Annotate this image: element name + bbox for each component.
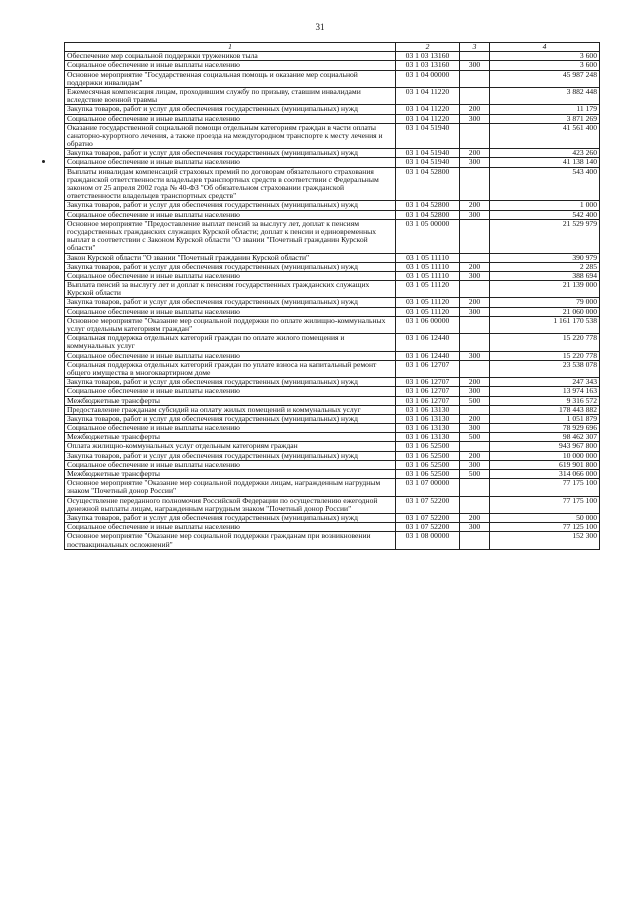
row-sum-cell: 79 000 [490, 298, 600, 307]
row-sum-cell: 543 400 [490, 167, 600, 201]
header-col-1: 1 [65, 43, 396, 52]
row-name-cell: Социальное обеспечение и иные выплаты населению [65, 424, 396, 433]
row-name-cell: Социальное обеспечение и иные выплаты населению [65, 387, 396, 396]
row-code-cell: 03 1 04 11220 [396, 87, 460, 104]
row-name-cell: Закупка товаров, работ и услуг для обеспечения государственных (муниципальных) нужд [65, 298, 396, 307]
row-sum-cell: 152 300 [490, 532, 600, 549]
table-row [65, 396, 600, 405]
row-code-cell: 03 1 03 13160 [396, 52, 460, 61]
row-sum-cell: 9 316 572 [490, 396, 600, 405]
row-type-cell [460, 87, 490, 104]
row-type-cell: 300 [460, 351, 490, 360]
row-type-cell: 200 [460, 298, 490, 307]
header-col-3: 3 [460, 43, 490, 52]
row-sum-cell: 11 179 [490, 105, 600, 114]
row-code-cell: 03 1 05 00000 [396, 219, 460, 253]
row-sum-cell: 3 882 448 [490, 87, 600, 104]
table-row [65, 149, 600, 158]
row-sum-cell: 619 901 800 [490, 460, 600, 469]
row-type-cell: 500 [460, 396, 490, 405]
row-type-cell: 300 [460, 460, 490, 469]
row-type-cell: 300 [460, 114, 490, 123]
table-row [65, 281, 600, 298]
table-row [65, 87, 600, 104]
row-name-cell: Закупка товаров, работ и услуг для обеспечения государственных (муниципальных) нужд [65, 149, 396, 158]
row-sum-cell: 2 285 [490, 262, 600, 271]
row-type-cell [460, 479, 490, 496]
row-type-cell: 300 [460, 158, 490, 167]
row-name-cell: Обеспечение мер социальной поддержки тружеников тыла [65, 52, 396, 61]
row-name-cell: Социальное обеспечение и иные выплаты населению [65, 271, 396, 280]
row-code-cell: 03 1 06 52500 [396, 470, 460, 479]
row-code-cell: 03 1 04 51940 [396, 123, 460, 149]
row-code-cell: 03 1 05 11110 [396, 262, 460, 271]
table-row [65, 114, 600, 123]
row-type-cell: 200 [460, 451, 490, 460]
header-col-2: 2 [396, 43, 460, 52]
row-type-cell [460, 281, 490, 298]
row-code-cell: 03 1 04 52800 [396, 201, 460, 210]
row-type-cell: 500 [460, 433, 490, 442]
row-code-cell: 03 1 05 11110 [396, 271, 460, 280]
row-name-cell: Социальное обеспечение и иные выплаты населению [65, 158, 396, 167]
table-row [65, 105, 600, 114]
row-sum-cell: 247 343 [490, 378, 600, 387]
row-type-cell: 200 [460, 149, 490, 158]
row-code-cell: 03 1 07 52200 [396, 523, 460, 532]
row-code-cell: 03 1 06 52500 [396, 451, 460, 460]
row-name-cell: Закупка товаров, работ и услуг для обеспечения государственных (муниципальных) нужд [65, 262, 396, 271]
row-name-cell: Выплата пенсий за выслугу лет и доплат к пенсиям государственных гражданских служащих Курской области [65, 281, 396, 298]
row-type-cell [460, 442, 490, 451]
row-sum-cell: 390 979 [490, 253, 600, 262]
row-sum-cell: 23 538 078 [490, 360, 600, 377]
row-type-cell: 200 [460, 262, 490, 271]
row-name-cell: Социальное обеспечение и иные выплаты населению [65, 307, 396, 316]
row-code-cell: 03 1 05 11120 [396, 298, 460, 307]
row-sum-cell: 98 462 307 [490, 433, 600, 442]
table-row [65, 451, 600, 460]
table-row [65, 532, 600, 549]
table-row [65, 70, 600, 87]
row-code-cell: 03 1 04 52800 [396, 167, 460, 201]
row-sum-cell: 178 443 882 [490, 405, 600, 414]
row-sum-cell: 1 051 879 [490, 414, 600, 423]
table-row [65, 387, 600, 396]
table-row [65, 52, 600, 61]
row-name-cell: Основное мероприятие "Оказание мер социальной поддержки гражданам при возникновении поствакцинальных осложнений" [65, 532, 396, 549]
row-code-cell: 03 1 06 12440 [396, 334, 460, 351]
row-type-cell: 300 [460, 387, 490, 396]
row-name-cell: Социальное обеспечение и иные выплаты населению [65, 114, 396, 123]
row-type-cell [460, 496, 490, 513]
row-name-cell: Основное мероприятие "Оказание мер социальной поддержки лицам, награжденным нагрудным знаком "Почетный донор России" [65, 479, 396, 496]
table-row [65, 253, 600, 262]
row-type-cell [460, 167, 490, 201]
row-sum-cell: 3 871 269 [490, 114, 600, 123]
row-name-cell: Социальное обеспечение и иные выплаты населению [65, 523, 396, 532]
row-type-cell: 200 [460, 201, 490, 210]
row-name-cell: Предоставление гражданам субсидий на оплату жилых помещений и коммунальных услуг [65, 405, 396, 414]
table-row [65, 414, 600, 423]
row-type-cell: 300 [460, 210, 490, 219]
row-name-cell: Оказание государственной социальной помощи отдельным категориям граждан в части оплаты санаторно-курортного лечения, а также проезда на междугородном транспорте к месту лечения и обратно [65, 123, 396, 149]
table-row [65, 470, 600, 479]
row-code-cell: 03 1 04 00000 [396, 70, 460, 87]
row-name-cell: Основное мероприятие "Оказание мер социальной поддержки по оплате жилищно-коммунальных услуг отдельным категориям граждан" [65, 316, 396, 333]
row-sum-cell: 314 066 000 [490, 470, 600, 479]
row-sum-cell: 423 260 [490, 149, 600, 158]
row-code-cell: 03 1 05 11120 [396, 281, 460, 298]
table-row [65, 158, 600, 167]
row-type-cell [460, 316, 490, 333]
row-name-cell: Оплата жилищно-коммунальных услуг отдельным категориям граждан [65, 442, 396, 451]
row-code-cell: 03 1 06 13130 [396, 424, 460, 433]
row-name-cell: Социальное обеспечение и иные выплаты населению [65, 61, 396, 70]
row-name-cell: Основное мероприятие "Государственная социальная помощь и оказание мер социальной поддержки инвалидам" [65, 70, 396, 87]
row-code-cell: 03 1 06 13130 [396, 414, 460, 423]
row-code-cell: 03 1 06 12707 [396, 378, 460, 387]
row-name-cell: Межбюджетные трансферты [65, 396, 396, 405]
row-type-cell: 200 [460, 513, 490, 522]
table-row [65, 405, 600, 414]
row-sum-cell: 50 000 [490, 513, 600, 522]
table-row [65, 351, 600, 360]
row-name-cell: Закупка товаров, работ и услуг для обеспечения государственных (муниципальных) нужд [65, 414, 396, 423]
row-code-cell: 03 1 04 11220 [396, 105, 460, 114]
table-row [65, 378, 600, 387]
row-code-cell: 03 1 06 12707 [396, 387, 460, 396]
table-row [65, 210, 600, 219]
row-name-cell: Основное мероприятие "Предоставление выплат пенсий за выслугу лет, доплат к пенсиям государственных гражданских служащих Курской области; доплат к пенсии и единовременных выплат в соответствии с Законом Курской области "О звании "Почетный гражданин Курской области" [65, 219, 396, 253]
row-name-cell: Социальное обеспечение и иные выплаты населению [65, 210, 396, 219]
row-type-cell [460, 70, 490, 87]
table-row [65, 167, 600, 201]
row-type-cell: 300 [460, 307, 490, 316]
row-type-cell: 300 [460, 523, 490, 532]
row-name-cell: Закупка товаров, работ и услуг для обеспечения государственных (муниципальных) нужд [65, 378, 396, 387]
row-sum-cell: 3 600 [490, 52, 600, 61]
table-row [65, 123, 600, 149]
row-code-cell: 03 1 04 51940 [396, 158, 460, 167]
row-code-cell: 03 1 06 12707 [396, 396, 460, 405]
budget-table [64, 42, 600, 550]
row-code-cell: 03 1 03 13160 [396, 61, 460, 70]
row-sum-cell: 45 987 248 [490, 70, 600, 87]
row-type-cell [460, 532, 490, 549]
table-row [65, 262, 600, 271]
row-name-cell: Закупка товаров, работ и услуг для обеспечения государственных (муниципальных) нужд [65, 451, 396, 460]
row-code-cell: 03 1 06 12440 [396, 351, 460, 360]
row-name-cell: Ежемесячная компенсация лицам, проходившим службу по призыву, ставшим инвалидами вследствие военной травмы [65, 87, 396, 104]
row-code-cell: 03 1 07 52200 [396, 496, 460, 513]
row-code-cell: 03 1 06 52500 [396, 442, 460, 451]
row-name-cell: Осуществление переданного полномочия Российской Федерации по осуществлению ежегодной денежной выплаты лицам, награжденным нагрудным знаком "Почетный донор России" [65, 496, 396, 513]
row-code-cell: 03 1 04 11220 [396, 114, 460, 123]
row-code-cell: 03 1 06 12707 [396, 360, 460, 377]
row-type-cell [460, 253, 490, 262]
table-row [65, 334, 600, 351]
row-code-cell: 03 1 06 52500 [396, 460, 460, 469]
table-row [65, 433, 600, 442]
table-row [65, 298, 600, 307]
row-name-cell: Закупка товаров, работ и услуг для обеспечения государственных (муниципальных) нужд [65, 201, 396, 210]
row-type-cell [460, 123, 490, 149]
table-row [65, 201, 600, 210]
row-sum-cell: 15 220 778 [490, 334, 600, 351]
row-code-cell: 03 1 06 00000 [396, 316, 460, 333]
table-row [65, 360, 600, 377]
row-sum-cell: 41 561 400 [490, 123, 600, 149]
row-type-cell [460, 219, 490, 253]
row-sum-cell: 21 060 000 [490, 307, 600, 316]
header-col-4: 4 [490, 43, 600, 52]
table-row [65, 424, 600, 433]
table-row [65, 61, 600, 70]
table-row [65, 316, 600, 333]
row-sum-cell: 78 929 696 [490, 424, 600, 433]
row-code-cell: 03 1 06 13130 [396, 433, 460, 442]
row-name-cell: Межбюджетные трансферты [65, 433, 396, 442]
table-body [65, 52, 600, 550]
row-sum-cell: 1 161 170 538 [490, 316, 600, 333]
row-type-cell: 300 [460, 271, 490, 280]
row-sum-cell: 41 138 140 [490, 158, 600, 167]
table-row [65, 460, 600, 469]
row-code-cell: 03 1 06 13130 [396, 405, 460, 414]
row-name-cell: Социальная поддержка отдельных категорий граждан по оплате жилого помещения и коммунальных услуг [65, 334, 396, 351]
row-name-cell: Межбюджетные трансферты [65, 470, 396, 479]
row-sum-cell: 13 974 163 [490, 387, 600, 396]
row-name-cell: Закупка товаров, работ и услуг для обеспечения государственных (муниципальных) нужд [65, 513, 396, 522]
row-sum-cell: 21 529 979 [490, 219, 600, 253]
row-sum-cell: 77 175 100 [490, 496, 600, 513]
row-type-cell: 300 [460, 424, 490, 433]
row-type-cell: 500 [460, 470, 490, 479]
row-type-cell: 200 [460, 105, 490, 114]
row-sum-cell: 15 220 778 [490, 351, 600, 360]
row-type-cell [460, 52, 490, 61]
row-sum-cell: 388 694 [490, 271, 600, 280]
table-row [65, 219, 600, 253]
row-sum-cell: 77 175 100 [490, 479, 600, 496]
row-sum-cell: 542 400 [490, 210, 600, 219]
table-row [65, 496, 600, 513]
row-name-cell: Выплаты инвалидам компенсаций страховых премий по договорам обязательного страхования гражданской ответственности владельцев транспортных средств в соответствии с Федеральным законом от 25 апреля 2002 года № 40-ФЗ "Об обязательном страховании гражданской ответственности владельцев транспортных средств" [65, 167, 396, 201]
table-row [65, 307, 600, 316]
row-name-cell: Закупка товаров, работ и услуг для обеспечения государственных (муниципальных) нужд [65, 105, 396, 114]
row-code-cell: 03 1 07 00000 [396, 479, 460, 496]
row-type-cell [460, 405, 490, 414]
row-type-cell [460, 360, 490, 377]
row-code-cell: 03 1 05 11110 [396, 253, 460, 262]
table-row [65, 271, 600, 280]
row-code-cell: 03 1 05 11120 [396, 307, 460, 316]
row-code-cell: 03 1 04 52800 [396, 210, 460, 219]
row-sum-cell: 1 000 [490, 201, 600, 210]
row-code-cell: 03 1 07 52200 [396, 513, 460, 522]
row-name-cell: Социальное обеспечение и иные выплаты населению [65, 351, 396, 360]
row-code-cell: 03 1 04 51940 [396, 149, 460, 158]
row-type-cell: 300 [460, 61, 490, 70]
table-row [65, 479, 600, 496]
table-row [65, 513, 600, 522]
row-name-cell: Социальное обеспечение и иные выплаты населению [65, 460, 396, 469]
row-type-cell [460, 334, 490, 351]
row-sum-cell: 21 139 000 [490, 281, 600, 298]
row-code-cell: 03 1 08 00000 [396, 532, 460, 549]
row-type-cell: 200 [460, 414, 490, 423]
margin-dot [42, 160, 45, 163]
row-name-cell: Закон Курской области "О звании "Почетный гражданин Курской области" [65, 253, 396, 262]
table-row [65, 523, 600, 532]
page-number: 31 [315, 22, 325, 32]
row-type-cell: 200 [460, 378, 490, 387]
row-sum-cell: 943 967 800 [490, 442, 600, 451]
table-header-row [65, 43, 600, 52]
row-name-cell: Социальная поддержка отдельных категорий граждан по уплате взноса на капитальный ремонт общего имущества в многоквартирном доме [65, 360, 396, 377]
row-sum-cell: 77 125 100 [490, 523, 600, 532]
row-sum-cell: 3 600 [490, 61, 600, 70]
row-sum-cell: 10 000 000 [490, 451, 600, 460]
table-row [65, 442, 600, 451]
